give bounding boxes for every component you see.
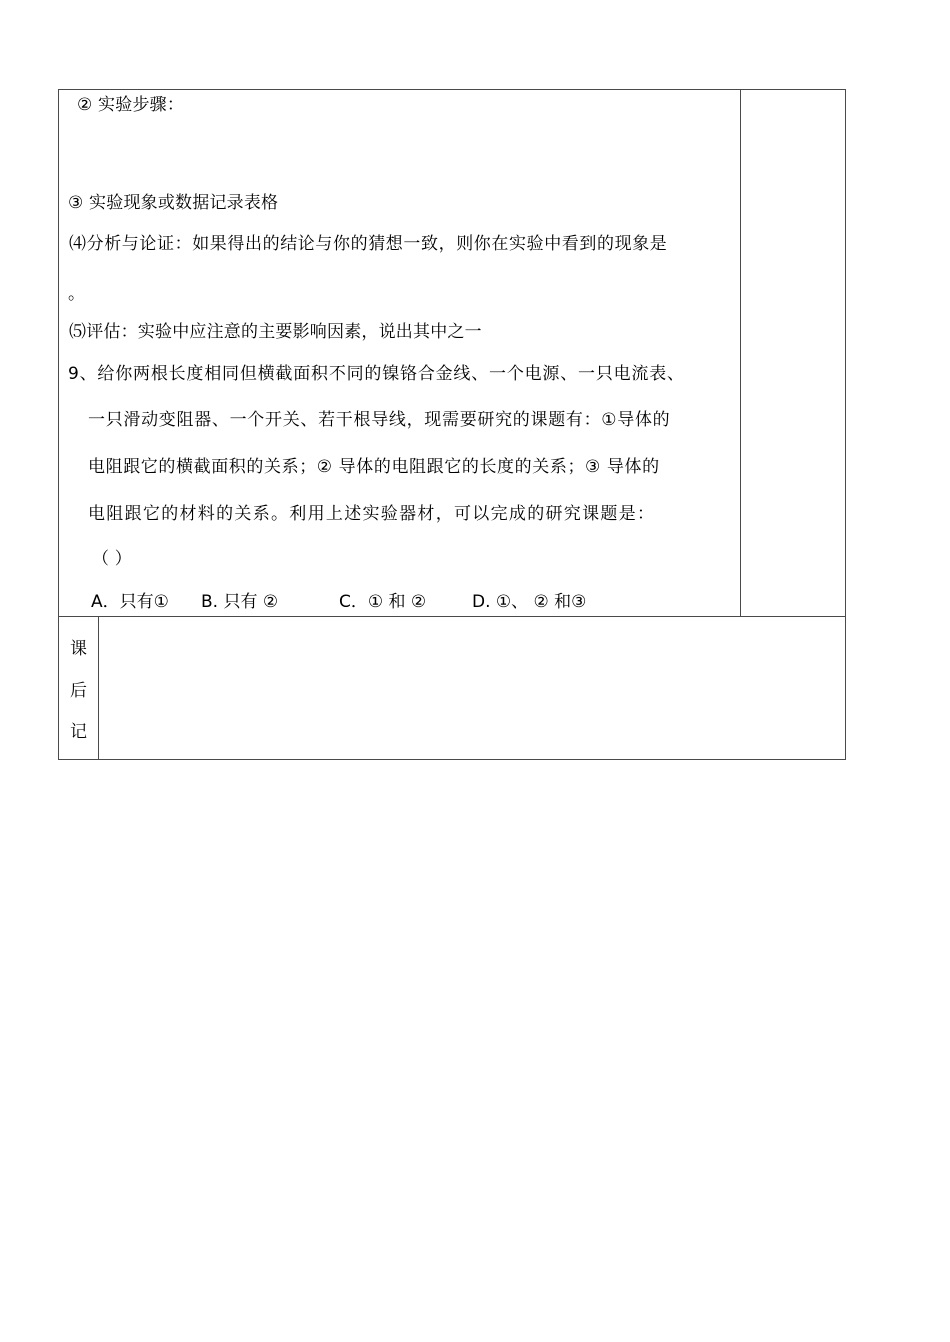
evaluation-line: ⑸评估：实验中应注意的主要影响因素，说出其中之一 <box>69 322 482 342</box>
step-heading: ② 实验步骤： <box>77 95 185 115</box>
analysis-line: ⑷分析与论证：如果得出的结论与你的猜想一致，则你在实验中看到的现象是 <box>69 234 668 254</box>
worksheet-table <box>58 89 846 760</box>
right-column-divider <box>740 90 741 616</box>
option-d: D. ①、 ② 和③ <box>472 592 587 612</box>
label-column-divider <box>98 616 99 760</box>
question-9-line-1: 9、给你两根长度相同但横截面积不同的镍铬合金线、一个电源、一只电流表、 <box>68 364 685 384</box>
answer-blank: （ ） <box>92 549 133 569</box>
question-9-line-3: 电阻跟它的横截面积的关系；② 导体的电阻跟它的长度的关系；③ 导体的 <box>88 457 660 477</box>
footer-label-char-3: 记 <box>70 722 87 742</box>
footer-label-char-1: 课 <box>70 639 87 659</box>
question-9-line-4: 电阻跟它的材料的关系。利用上述实验器材，可以完成的研究课题是： <box>88 504 656 524</box>
option-a: A．只有① <box>91 592 169 612</box>
footer-label-char-2: 后 <box>70 681 87 701</box>
row-divider <box>59 616 845 617</box>
option-c: C．① 和 ② <box>339 592 427 612</box>
record-heading: ③ 实验现象或数据记录表格 <box>68 193 279 213</box>
analysis-end: 。 <box>68 284 86 304</box>
option-b: B. 只有 ② <box>201 592 279 612</box>
question-9-line-2: 一只滑动变阻器、一个开关、若干根导线，现需要研究的课题有：①导体的 <box>88 410 671 430</box>
